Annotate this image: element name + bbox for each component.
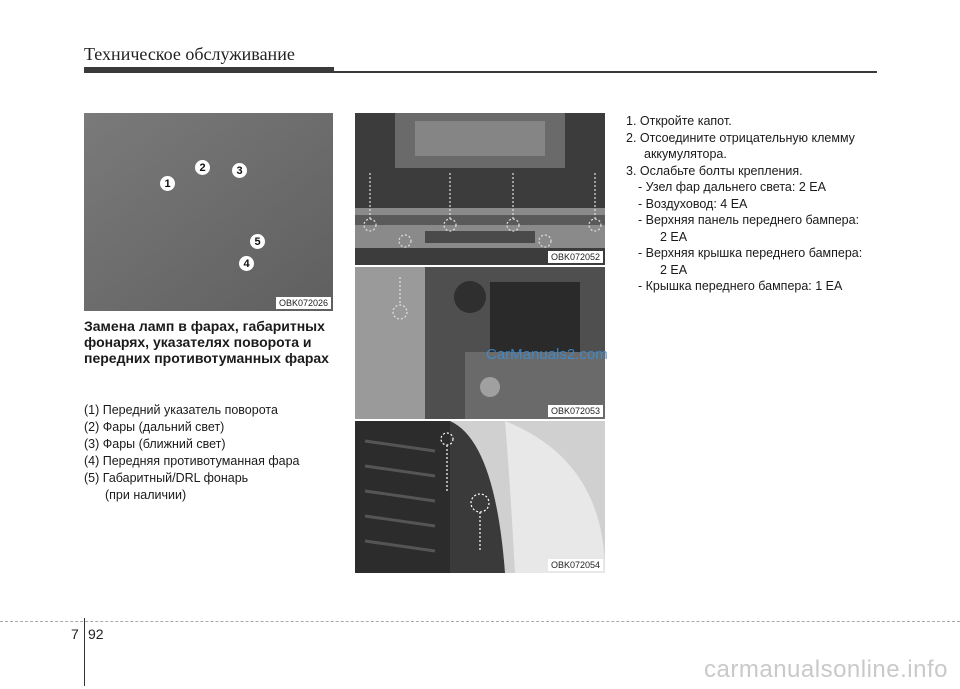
step-1: 1. Откройте капот. bbox=[626, 114, 732, 128]
list-item-continuation: (при наличии) bbox=[105, 488, 187, 502]
wheel-fender-illustration bbox=[355, 421, 605, 573]
section-title: Замена ламп в фарах, габаритных фонарях, указателях поворота и передних противотуманных фарах bbox=[84, 318, 329, 366]
watermark: CarManuals2.com bbox=[486, 346, 608, 363]
steps-list bbox=[626, 113, 886, 295]
photo-caption: OBK072053 bbox=[548, 405, 603, 417]
headlamp-photo bbox=[84, 113, 333, 311]
marker-1: 1 bbox=[160, 176, 175, 191]
marker-4: 4 bbox=[239, 256, 254, 271]
step-3: 3. Ослабьте болты крепления. bbox=[626, 163, 803, 178]
bulb-list bbox=[84, 402, 344, 504]
step-detail-text: - Верхняя крышка переднего бампера: bbox=[638, 246, 863, 260]
photo-caption: OBK072026 bbox=[276, 297, 331, 309]
step-detail-continuation: 2 EA bbox=[660, 262, 688, 277]
list-item bbox=[84, 487, 344, 504]
step-2 bbox=[626, 130, 886, 163]
step-2-text: 2. Отсоедините отрицательную клемму bbox=[626, 130, 855, 145]
list-item: (1) Передний указатель поворота bbox=[84, 403, 278, 417]
list-item: (3) Фары (ближний свет) bbox=[84, 437, 226, 451]
page-header-title: Техническое обслуживание bbox=[84, 44, 295, 64]
step-detail bbox=[626, 245, 886, 278]
footer-rule bbox=[0, 621, 960, 623]
header-bar bbox=[84, 67, 334, 73]
page-number: 92 bbox=[88, 626, 104, 642]
marker-3: 3 bbox=[232, 163, 247, 178]
header-rule bbox=[334, 71, 877, 73]
step-detail bbox=[626, 212, 886, 245]
engine-detail-photo bbox=[355, 267, 605, 419]
list-item: (5) Габаритный/DRL фонарь bbox=[84, 471, 249, 485]
list-item: (2) Фары (дальний свет) bbox=[84, 420, 225, 434]
step-detail: - Крышка переднего бампера: 1 EA bbox=[638, 279, 843, 293]
engine-bay-photo bbox=[355, 113, 605, 265]
photo-caption: OBK072054 bbox=[548, 559, 603, 571]
step-detail: - Узел фар дальнего света: 2 EA bbox=[638, 180, 826, 194]
step-detail: - Воздуховод: 4 EA bbox=[638, 196, 748, 211]
marker-5: 5 bbox=[250, 234, 265, 249]
step-2-continuation: аккумулятора. bbox=[644, 147, 727, 161]
marker-2: 2 bbox=[195, 160, 210, 175]
footer-divider bbox=[84, 618, 85, 686]
list-item: (4) Передняя противотуманная фара bbox=[84, 454, 300, 468]
headlamp-illustration bbox=[84, 113, 333, 311]
step-detail-text: - Верхняя панель переднего бампера: bbox=[638, 213, 860, 227]
engine-bay-illustration bbox=[355, 113, 605, 265]
step-detail-continuation: 2 EA bbox=[660, 229, 688, 244]
photo-caption: OBK072052 bbox=[548, 251, 603, 263]
wheel-fender-photo bbox=[355, 421, 605, 573]
engine-detail-illustration bbox=[355, 267, 605, 419]
chapter-number: 7 bbox=[71, 626, 79, 642]
footer-site-link[interactable]: carmanualsonline.info bbox=[704, 656, 948, 683]
